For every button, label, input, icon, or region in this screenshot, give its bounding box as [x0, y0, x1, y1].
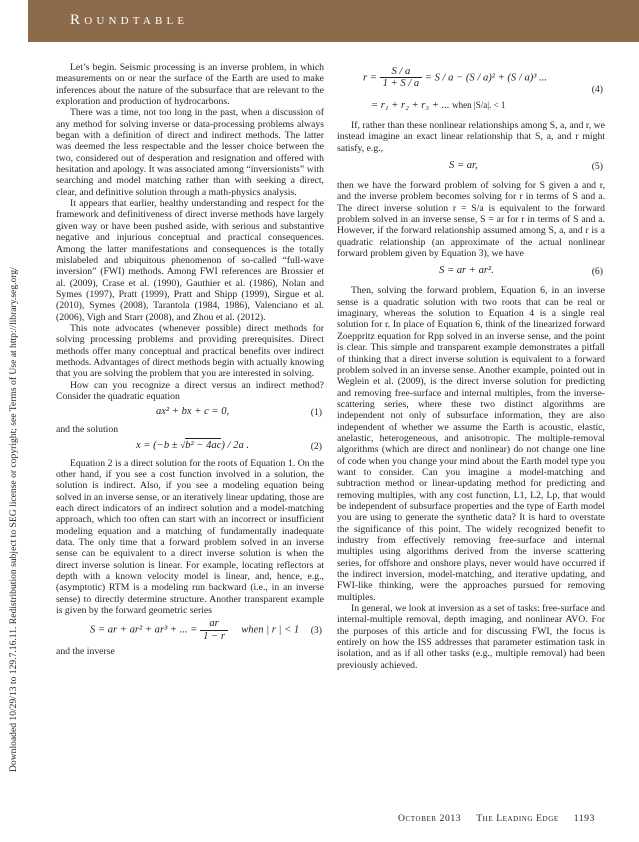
equation-4-line-2: [371, 100, 505, 111]
equation-4-denominator: 1 + S / a: [382, 78, 420, 90]
equation-1-number: (1): [310, 407, 322, 419]
left-column: [56, 62, 324, 658]
equation-3-fraction: [200, 618, 228, 642]
equation-4-numerator: S / a: [380, 66, 423, 78]
equation-4-r: r =: [363, 72, 380, 84]
equation-3-left: S = ar + ar² + ar³ + ... =: [90, 624, 201, 636]
download-notice: Downloaded 10/29/13 to 129.7.16.11. Redistribution subject to SEG license or copyright; see Terms of Use at http://library.seg.org/: [8, 267, 19, 772]
paragraph: Equation 2 is a direct solution for the roots of Equation 1. On the other hand, if you see a cost function involved in a solution, the solution is indirect. Also, if you see a modeling equation being solved in an inverse sense, or an iteratively linear updating, those are each direct indicators of an indirect solution and a model-matching approach, which too often can start with an incorrect or insufficient modeling equation and a matching of fundamentally inadequate data. The only time that a forward problem solved in an inverse sense can be equivalent to a direct inverse solution is when the direct inverse solution is linear. For example, locating reflectors at depth with a known velocity model is linear, and, hence, e.g., (asymptotic) RTM is a modeling run backward (i.e., in an inverse sense) to directly determine structure. Another transparent example is given by the forward geometric series: [56, 457, 324, 617]
equation-3: [56, 616, 324, 646]
footer-date: October 2013: [398, 813, 462, 824]
paragraph: and the solution: [56, 424, 119, 436]
equation-3-denominator: 1 − r: [203, 630, 225, 642]
footer-journal: The Leading Edge: [476, 813, 559, 824]
equation-2-left: x = (−b ±: [136, 439, 181, 451]
equation-1-body: ax² + bx + c = 0,: [156, 406, 230, 418]
right-column: [337, 64, 605, 671]
equation-4-number: (4): [591, 84, 603, 95]
equation-3-number: (3): [310, 625, 322, 637]
section-title: Roundtable: [70, 12, 189, 28]
section-banner: [28, 0, 639, 42]
equation-5-body: S = ar,: [449, 160, 478, 172]
equation-5-number: (5): [591, 161, 603, 173]
paragraph: If, rather than these nonlinear relationships among S, a, and r, we instead imagine an exact linear relationship that S, a, and r might satisfy, e.g.,: [337, 120, 605, 154]
paragraph: then we have the forward problem of solving for S given a and r, and the inverse problem becomes solving for r in terms of S and a. The direct inverse solution r = S/a is equivalent to the forward problem solved in an inverse sense, S = ar for r in terms of S and a. However, if the forward relationship assumed among S, a, and r is a quadratic relationship (an approximate of the actual nonlinear forward problem given by Equation 3), we have: [337, 180, 605, 260]
equation-2-radicand: b² − 4ac: [185, 439, 222, 451]
equation-2-body: [136, 440, 249, 451]
equation-5: [337, 154, 605, 180]
equation-4-condition: when |S/a|. < 1: [452, 100, 506, 110]
equation-2-number: (2): [310, 440, 322, 452]
paragraph: In general, we look at inversion as a set of tasks: free-surface and internal-multiple removal, depth imaging, and nonlinear AVO. For the purposes of this article and for discussing FWI, the focus is entirely on how the ISS addresses that parameter estimation task in isolation, and as if all other tasks (e.g., multiple removal) had been previously achieved.: [337, 603, 605, 671]
equation-4-line-1: [363, 66, 547, 90]
sqrt-icon: √: [180, 439, 186, 450]
equation-6-body: S = ar + ar².: [439, 265, 494, 277]
equation-1: [56, 402, 324, 424]
equation-3-numerator: ar: [200, 618, 228, 630]
equation-6-number: (6): [591, 266, 603, 278]
page-footer: [398, 813, 608, 824]
paragraph: This note advocates (whenever possible) direct methods for solving processing problems and providing prerequisites. Direct methods offer many conceptual and practical benefits over indirect methods. Advantages of direct methods begin with actually knowing that you are solving the problem that you are interested in solving.: [56, 322, 324, 380]
paragraph: Then, solving the forward problem, Equation 6, in an inverse sense is a quadratic solution with two roots that can be real or imaginary, whereas the solution to Equation 4 is a single real solution for r. In place of Equation 6, think of the linearized forward Zoeppritz equation for Rpp solved in an inverse sense, and the point is clear. This simple and transparent example demonstrates a pitfall of thinking that a direct inverse solution is equivalent to a forward problem solved in an inverse sense. Another example, pointed out in Weglein et al. (2009), is the direct inverse solution for predicting and removing free-surface and internal multiples, from the inverse-scattering series, where these two distinct algorithms are independent not only of subsurface information, they are also independent of whether we assume the Earth is acoustic, elastic, anelastic, heterogeneous, and anisotropic. The multiple-removal algorithms (which are direct and nonlinear) do not change one line of code when you change your mind about the Earth model type you want to consider. Can you imagine a model-matching and subtraction method or linear-updating method for predicting and removing multiples, with any cost function, L1, L2, Lp, that would be independent of subsurface properties and the type of Earth model you are using to generate the synthetic data? It is hard to overstate the significance of this point. The widely recognized benefit to industry from effectively removing free-surface and internal multiples using algorithms derived from the inverse scattering series, for offshore and onshore plays, never would have occurred if the indirect inversion, model-matching, and iterative updating, and FWI-like thinking, were the approaches pursued for removing multiples.: [337, 285, 605, 603]
paragraph: It appears that earlier, healthy understanding and respect for the framework and definitiveness of direct inverse methods have largely given way or have been pushed aside, with serious and substantive negative and injurious conceptual and practical consequences. Among the latter manifestations and consequences is the totally mislabeled and ubiquitous phenomenon of so-called “full-wave inversion” (FWI) methods. Among FWI references are Brossier et al. (2009), Crase et al. (1990), Gauthier et al. (1986), Nolan and Symes (1997), Pratt (1999), Pratt and Shipp (1999), Sirgue et al. (2010), Symes (2008), Tarantola (1984, 1986), Valenciano et al. (2006), Vigh and Starr (2008), and Zhou et al. (2012).: [56, 198, 324, 323]
equation-3-body: [90, 618, 299, 642]
paragraph: Let’s begin. Seismic processing is an inverse problem, in which measurements on or near the surface of the Earth are used to make inferences about the nature of the subsurface that are relevant to the exploration and production of hydrocarbons.: [56, 62, 324, 108]
page-number: 1193: [573, 813, 595, 824]
paragraph: and the inverse: [56, 646, 115, 658]
equation-3-condition: when | r | < 1: [241, 624, 300, 636]
equation-2-right: ) / 2a .: [221, 439, 250, 451]
equation-2: [56, 436, 324, 458]
equation-4-expansion: = S / a − (S / a)² + (S / a)³ ...: [422, 72, 548, 84]
equation-4: [337, 64, 605, 120]
equation-4-series: = r₁ + r₂ + r₃ + ...: [371, 100, 450, 111]
equation-6: [337, 259, 605, 285]
paragraph: There was a time, not too long in the past, when a discussion of any method for solving inverse or data-processing problems always began with a definition of direct and indirect methods. The latter was deemed the less respectable and the lesser choice between the two, considered out of desperation and resignation and offered with hesitation and apology. It was associated among “inversionists” with searching and model matching rather than with seeking a direct, clear, and definitive solution through a math-physics analysis.: [56, 107, 324, 198]
paragraph: How can you recognize a direct versus an indirect method? Consider the quadratic equation: [56, 379, 324, 402]
equation-4-fraction: [380, 66, 423, 90]
